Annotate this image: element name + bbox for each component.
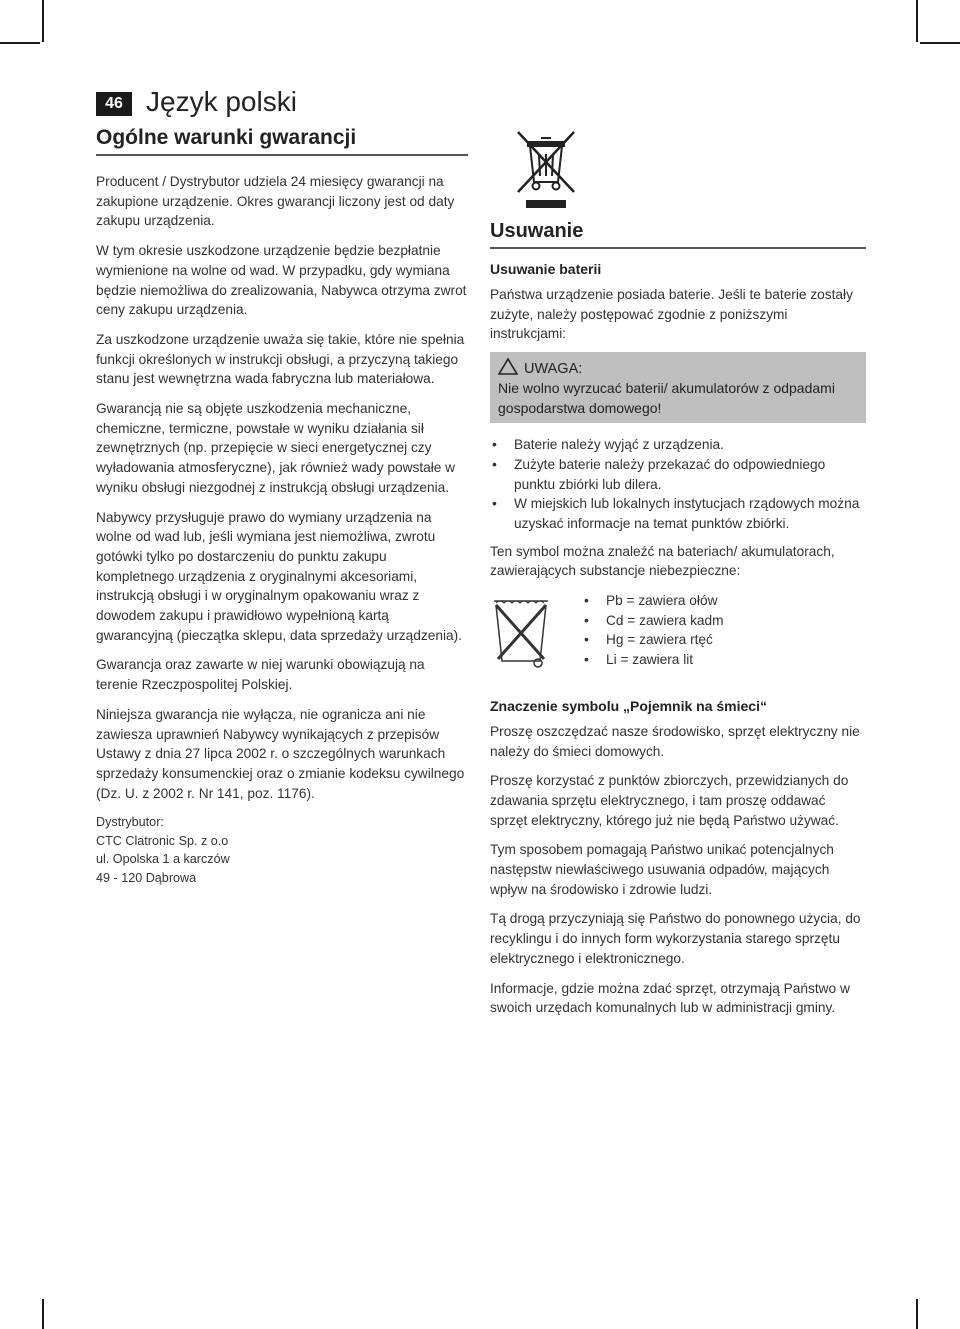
crossed-out-wheelie-bin-icon bbox=[490, 591, 552, 676]
warning-box bbox=[490, 352, 866, 423]
crop-mark bbox=[42, 1299, 44, 1329]
list-item: • Hg = zawiera rtęć bbox=[582, 630, 724, 650]
warranty-paragraph: W tym okresie uszkodzone urządzenie będzie bezpłatnie wymienione na wolne od wad. W przypadku, gdy wymiana będzie niemożliwa do zrealizowania, Nabywca otrzyma zwrot ceny zakupu urządzenia. bbox=[96, 243, 467, 318]
bin-paragraph: Proszę korzystać z punktów zbiorczych, przewidzianych do zdawania sprzętu elektrycznego, i tam proszę oddawać sprzęt elektryczny, którego już nie będą Państwo używać. bbox=[490, 773, 849, 828]
bin-paragraph: Informacje, gdzie można zdać sprzęt, otrzymają Państwo w swoich urzędach komunalnych lub w administracji gminy. bbox=[490, 980, 850, 1016]
page-number: 46 bbox=[96, 92, 132, 116]
language-title: Język polski bbox=[146, 86, 297, 117]
bin-paragraph: Tą drogą przyczyniają się Państwo do ponownego użycia, do recyklingu i do innych form wykorzystania starego sprzętu elektrycznego i elektronicznego. bbox=[490, 911, 861, 966]
list-item: • Li = zawiera lit bbox=[582, 650, 724, 670]
bin-paragraph: Tym sposobem pomagają Państwo unikać potencjalnych następstw niewłaściwego usuwania odpadów, mających wpływ na środowisko i zdrowie ludzi. bbox=[490, 842, 834, 897]
warning-text: Nie wolno wyrzucać baterii/ akumulatorów z odpadami gospodarstwa domowego! bbox=[498, 380, 835, 416]
distributor-street: ul. Opolska 1 a karczów bbox=[96, 852, 230, 867]
bin-heading: Znaczenie symbolu „Pojemnik na śmieci“ bbox=[490, 697, 767, 714]
distributor-label: Dystrybutor: bbox=[96, 815, 164, 830]
list-item: • Zużyte baterie należy przekazać do odpowiedniego punktu zbiórki lub dilera. bbox=[490, 455, 866, 494]
list-item: • W miejskich lub lokalnych instytucjach rządowych można uzyskać informacje na temat punktów zbiórki. bbox=[490, 494, 866, 533]
warranty-section bbox=[96, 126, 468, 887]
disposal-title: Usuwanie bbox=[490, 220, 866, 249]
symbol-intro: Ten symbol można znaleźć na bateriach/ akumulatorach, zawierających substancje niebezpieczne: bbox=[490, 543, 835, 579]
crossed-out-wheelie-bin-icon bbox=[508, 128, 584, 214]
distributor-city: 49 - 120 Dąbrowa bbox=[96, 870, 197, 885]
bin-paragraph: Proszę oszczędzać nasze środowisko, sprzęt elektryczny nie należy do śmieci domowych. bbox=[490, 723, 860, 759]
warranty-title: Ogólne warunki gwarancji bbox=[96, 126, 468, 156]
distributor-block bbox=[96, 813, 468, 887]
warning-label: UWAGA: bbox=[524, 360, 583, 377]
substances-list bbox=[582, 591, 724, 670]
crop-mark bbox=[920, 42, 960, 44]
crop-mark bbox=[0, 42, 40, 44]
warning-triangle-icon bbox=[498, 358, 518, 379]
disposal-section bbox=[490, 128, 866, 1028]
list-item: • Pb = zawiera ołów bbox=[582, 591, 724, 611]
warranty-paragraph: Za uszkodzone urządzenie uważa się takie, które nie spełnia funkcji określonych w instrukcji obsługi, a przyczyną takiego stanu jest wewnętrzna wada fabryczna lub materiałowa. bbox=[96, 331, 465, 387]
battery-intro: Państwa urządzenie posiada baterie. Jeśli te baterie zostały zużyte, należy postępować zgodnie z poniższymi instrukcjami: bbox=[490, 287, 853, 342]
battery-instructions-list bbox=[490, 435, 866, 534]
crop-mark bbox=[916, 1299, 918, 1329]
distributor-name: CTC Clatronic Sp. z o.o bbox=[96, 833, 229, 848]
warranty-paragraph: Gwarancją nie są objęte uszkodzenia mechaniczne, chemiczne, termiczne, powstałe w wyniku działania sił zewnętrznych (np. przepięcie w sieci energetycznej czy wyładowania atmosferyczne), jak również wady powstałe w wyniku obsługi niezgodnej z instrukcją obsługi urządzenia. bbox=[96, 401, 456, 495]
list-item: • Baterie należy wyjąć z urządzenia. bbox=[490, 435, 866, 455]
battery-heading: Usuwanie baterii bbox=[490, 261, 602, 277]
warranty-paragraph: Gwarancja oraz zawarte w niej warunki obowiązują na terenie Rzeczpospolitej Polskiej. bbox=[96, 657, 425, 693]
warranty-paragraph: Producent / Dystrybutor udziela 24 miesięcy gwarancji na zakupione urządzenie. Okres gwarancji liczony jest od daty zakupu urządzenia. bbox=[96, 174, 455, 229]
warranty-paragraph: Niniejsza gwarancja nie wyłącza, nie ogranicza ani nie zawiesza uprawnień Nabywcy wynikających z przepisów Ustawy z dnia 27 lipca 2002 r. o szczególnych warunkach sprzedaży konsumenckiej oraz o zmianie kodeksu cywilnego (Dz. U. z 2002 r. Nr 141, poz. 1176). bbox=[96, 706, 465, 801]
crop-mark bbox=[916, 0, 918, 42]
crop-mark bbox=[42, 0, 44, 42]
list-item: • Cd = zawiera kadm bbox=[582, 611, 724, 631]
warranty-paragraph: Nabywcy przysługuje prawo do wymiany urządzenia na wolne od wad lub, jeśli wymiana jest niemożliwa, zwrotu gotówki tylko po dostarczeniu do punktu zakupu kompletnego urządzenia z oryginalnymi akcesoriami, instrukcją obsługi i w oryginalnym opakowaniu wraz z dowodem zakupu i prawidłowo wypełnioną kartą gwarancyjną (pieczątka sklepu, data sprzedaży urządzenia). bbox=[96, 509, 462, 643]
